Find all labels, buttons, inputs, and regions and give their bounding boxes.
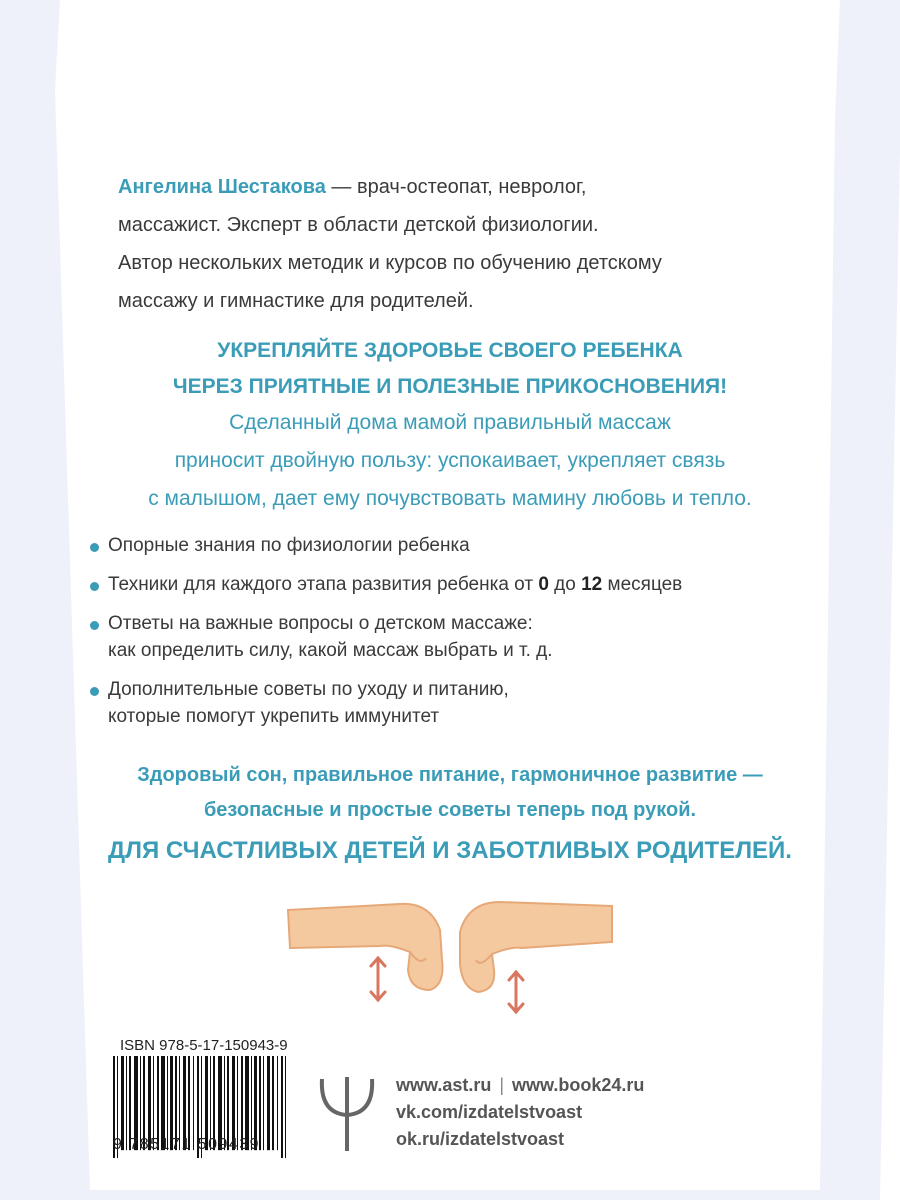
headline — [0, 333, 900, 405]
author-bio-line-2: массажист. Эксперт в области детской физиологии. — [118, 214, 599, 236]
list-item-text: Опорные знания по физиологии ребенка — [108, 535, 470, 556]
bullet-dot-icon — [90, 687, 99, 696]
feature-list — [90, 532, 830, 742]
list-item — [90, 610, 830, 664]
list-item — [90, 676, 830, 730]
subtext-line-2: приносит двойную пользу: успокаивает, укрепляет связь — [174, 449, 726, 472]
list-item-text-end: месяцев — [602, 574, 683, 595]
bullet-dot-icon — [90, 582, 99, 591]
right-hand-icon — [460, 902, 612, 992]
left-hand-icon — [288, 904, 443, 990]
subtext-line-3: с малышом, дает ему почувствовать мамину любовь и тепло. — [148, 487, 752, 510]
list-item-text-middle: до — [548, 574, 582, 595]
massage-hands-illustration — [280, 890, 620, 1020]
list-item-text-start: Техники для каждого этапа развития ребенка от — [108, 574, 539, 595]
up-down-arrow-icon — [371, 958, 385, 1000]
headline-line-1: УКРЕПЛЯЙТЕ ЗДОРОВЬЕ СВОЕГО РЕБЕНКА — [217, 339, 683, 362]
publisher-logo-icon — [318, 1075, 376, 1153]
up-down-arrow-icon — [509, 972, 523, 1012]
author-bio-line-4: массажу и гимнастике для родителей. — [118, 290, 474, 312]
list-item-text-line-2: как определить силу, какой массаж выбрать и т. д. — [108, 640, 553, 661]
link-ast[interactable]: www.ast.ru — [396, 1075, 492, 1095]
list-item — [90, 571, 830, 598]
subtext-line-1: Сделанный дома мамой правильный массаж — [229, 411, 671, 434]
list-item — [90, 532, 830, 559]
tagline-line-2: безопасные и простые советы теперь под рукой. — [203, 799, 697, 821]
link-separator: | — [499, 1075, 505, 1095]
publisher-links — [396, 1072, 644, 1153]
subtext — [0, 404, 900, 518]
author-bio — [118, 168, 798, 320]
list-item-text-line-1: Дополнительные советы по уходу и питанию, — [108, 679, 509, 700]
age-to: 12 — [581, 574, 603, 595]
list-item-text — [108, 571, 830, 598]
barcode-number: 9 785171 509439 — [113, 1136, 261, 1153]
bullet-dot-icon — [90, 543, 99, 552]
bullet-dot-icon — [90, 621, 99, 630]
link-book24[interactable]: www.book24.ru — [512, 1075, 645, 1095]
age-from: 0 — [538, 574, 549, 595]
tagline — [0, 758, 900, 828]
list-item-text-line-2: которые помогут укрепить иммунитет — [108, 706, 440, 727]
author-bio-line-3: Автор нескольких методик и курсов по обучению детскому — [118, 252, 662, 274]
link-vk[interactable]: vk.com/izdatelstvoast — [396, 1102, 583, 1122]
headline-line-2: ЧЕРЕЗ ПРИЯТНЫЕ И ПОЛЕЗНЫЕ ПРИКОСНОВЕНИЯ! — [172, 375, 728, 398]
author-bio-line-1: — врач-остеопат, невролог, — [325, 176, 587, 198]
link-ok[interactable]: ok.ru/izdatelstvoast — [396, 1129, 565, 1149]
slogan: ДЛЯ СЧАСТЛИВЫХ ДЕТЕЙ И ЗАБОТЛИВЫХ РОДИТЕЛЕЙ. — [108, 837, 792, 864]
author-name: Ангелина Шестакова — [118, 176, 326, 198]
list-item-text-line-1: Ответы на важные вопросы о детском массаже: — [108, 613, 533, 634]
isbn-label: ISBN 978-5-17-150943-9 — [120, 1037, 288, 1054]
tagline-line-1: Здоровый сон, правильное питание, гармоничное развитие — — [137, 764, 763, 786]
